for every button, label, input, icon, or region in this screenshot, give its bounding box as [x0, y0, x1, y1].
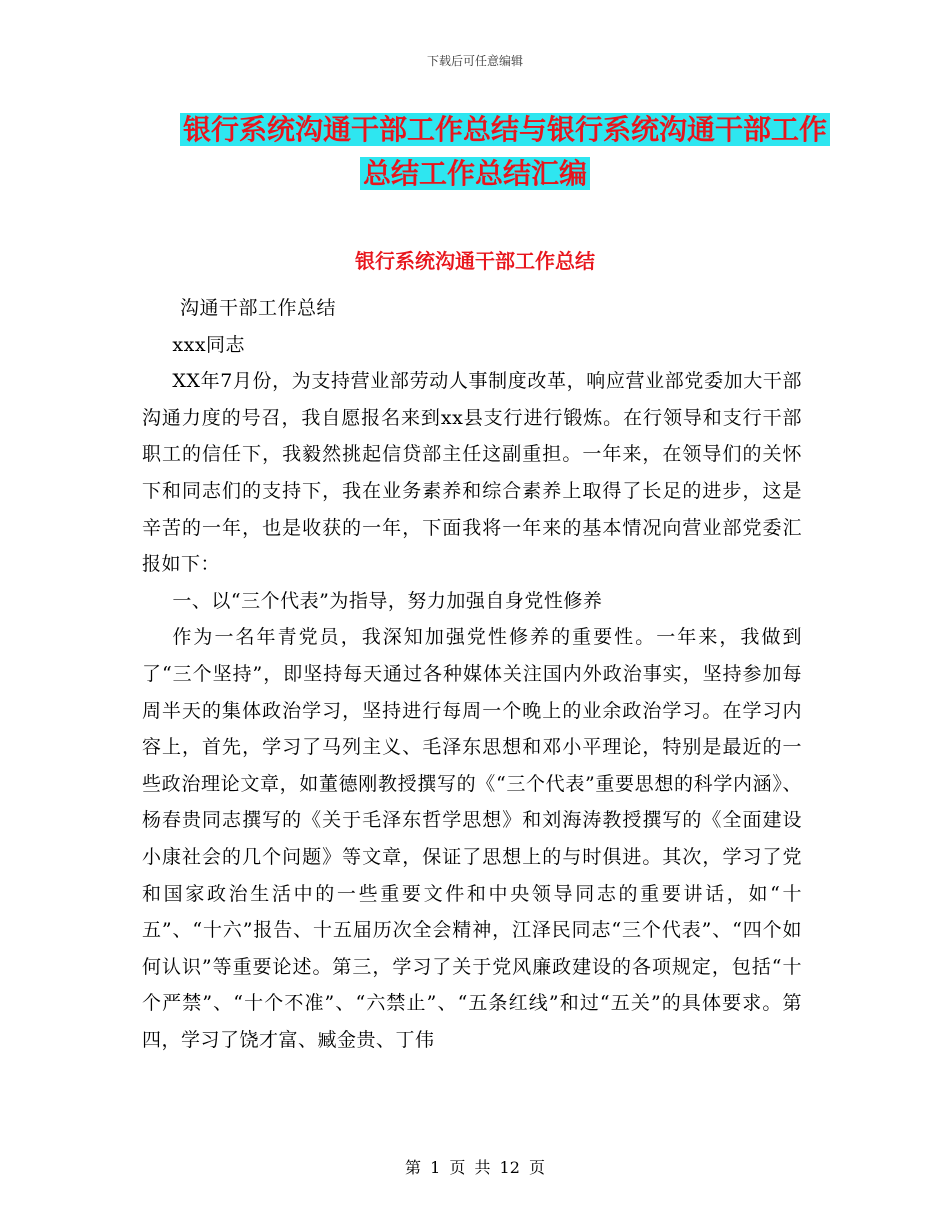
page-footer: 第 1 页 共 12 页 — [405, 1158, 545, 1177]
document-title-line-1: 银行系统沟通干部工作总结与银行系统沟通干部工作 — [0, 108, 950, 152]
section-title: 银行系统沟通干部工作总结 — [355, 249, 595, 273]
paragraph-body-1: 作为一名年青党员，我深知加强党性修养的重要性。一年来，我做到了“三个坚持”，即坚持每天通过各种媒体关注国内外政治事实，坚持参加每周半天的集体政治学习，坚持进行每周一个晚上的业余政治学习。在学习内容上，首先，学习了马列主义、毛泽东思想和邓小平理论，特别是最近的一些政治理论文章，如董德刚教授撰写的《“三个代表”重要思想的科学内涵》、杨春贵同志撰写的《关于毛泽东哲学思想》和刘海涛教授撰写的《全面建设小康社会的几个问题》等文章，保证了思想上的与时俱进。其次，学习了党和国家政治生活中的一些重要文件和中央领导同志的重要讲话，如“十五”、“十六”报告、十五届历次全会精神，江泽民同志“三个代表”、“四个如何认识”等重要论述。第三，学习了关于党风廉政建设的各项规定，包括“十个严禁”、“十个不准”、“六禁止”、“五条红线”和过“五关”的具体要求。第四，学习了饶才富、臧金贵、丁伟 — [142, 626, 802, 1051]
header-note: 下载后可任意编辑 — [426, 54, 523, 68]
paragraph-intro: XX年7月份，为支持营业部劳动人事制度改革，响应营业部党委加大干部沟通力度的号召，我自愿报名来到xx县支行进行锻炼。在行领导和支行干部职工的信任下，我毅然挑起信贷部主任这副重担。一年来，在领导们的关怀下和同志们的支持下，我在业务素养和综合素养上取得了长足的进步，这是辛苦的一年，也是收获的一年，下面我将一年来的基本情况向营业部党委汇报如下： — [142, 370, 802, 576]
document-title-line-2: 总结工作总结汇编 — [0, 152, 950, 196]
paragraph-subtitle: 沟通干部工作总结 — [180, 297, 337, 319]
document-body — [142, 290, 802, 1058]
paragraph-addressee: xxx同志 — [172, 333, 246, 356]
paragraph-heading-1: 一、以“三个代表”为指导，努力加强自身党性修养 — [172, 589, 603, 612]
